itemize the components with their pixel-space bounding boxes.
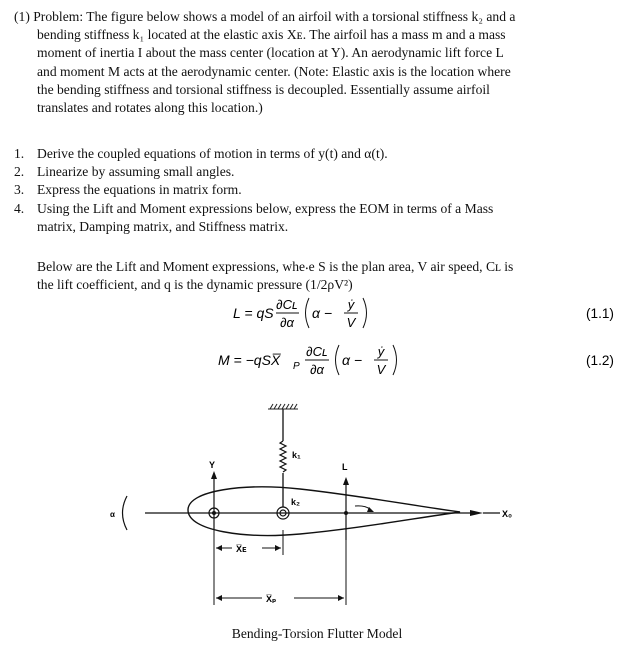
problem-line: bending stiffness k₁ located at the elastic axis Xᴇ. The airfoil has a mass m and a mass <box>37 27 506 43</box>
problem-line: moment of inertia I about the mass center (location at Y). An aerodynamic lift force L <box>37 45 504 61</box>
task-text: Linearize by assuming small angles. <box>37 164 235 180</box>
xp-label: X̅ₚ <box>266 594 277 604</box>
y-label: Y <box>209 460 216 470</box>
task-item <box>14 200 622 236</box>
moment-frac-den: ∂α <box>310 362 324 377</box>
moment-eq-number: (1.2) <box>586 353 614 368</box>
k1-label: k₁ <box>292 450 301 460</box>
problem-line: (1) Problem: The figure below shows a model of an airfoil with a torsional stiffness k₂ and a <box>14 9 516 24</box>
ground-support <box>268 404 298 409</box>
moment-paren-num: ẏ <box>377 344 385 359</box>
task-list <box>14 145 622 236</box>
k2-label: k₂ <box>291 497 301 507</box>
bending-spring-k1 <box>280 441 286 472</box>
task-text: Express the equations in matrix form. <box>37 182 242 198</box>
alpha-arc <box>123 496 128 530</box>
task-text: Using the Lift and Moment expressions below, express the EOM in terms of a Mass <box>37 200 494 216</box>
problem-statement <box>14 8 622 117</box>
task-number: 4. <box>14 200 25 216</box>
task-number: 1. <box>14 146 25 161</box>
xp-arrowhead-left <box>216 595 222 601</box>
task-item <box>14 181 622 199</box>
intro-line: the lift coefficient, and q is the dynamic pressure (1/2ρV²) <box>37 277 353 293</box>
moment-lhs: M = −qSX̅ <box>218 352 281 368</box>
mass-center-dot <box>212 511 216 515</box>
lift-paren-num: ẏ <box>347 297 355 312</box>
moment-paren-alpha: α − <box>342 352 363 368</box>
moment-paren-left <box>336 345 340 375</box>
lift-paren-den: V <box>346 315 356 330</box>
lift-lhs: L = qS <box>233 305 274 321</box>
moment-paren-right <box>393 345 397 375</box>
moment-subscript: P <box>293 361 300 372</box>
lift-paren-left <box>306 298 310 328</box>
moment-frac-num: ∂Cʟ <box>306 344 328 359</box>
x-axis-arrowhead <box>470 510 483 516</box>
problem-line: the bending stiffness and torsional stiffness is decoupled. Essentially assume airfoil <box>37 81 490 97</box>
lift-frac-den: ∂α <box>280 315 294 330</box>
lift-label: L <box>342 462 348 472</box>
task-item <box>14 163 622 181</box>
figure-caption: Bending-Torsion Flutter Model <box>231 626 403 641</box>
lift-frac-num: ∂Cʟ <box>276 297 298 312</box>
aero-center-dot <box>344 511 348 515</box>
xe-arrowhead-left <box>216 545 222 551</box>
lift-paren-right <box>363 298 367 328</box>
x-axis-label: X₀ <box>502 509 513 519</box>
problem-line: and moment M acts at the aerodynamic center. (Note: Elastic axis is the location where <box>37 63 511 79</box>
equations-intro <box>37 258 627 294</box>
moment-paren-den: V <box>376 362 386 377</box>
intro-line: Below are the Lift and Moment expressions, whe⸳e S is the plan area, V air speed, Cʟ is <box>37 259 514 274</box>
lift-arrowhead <box>343 477 349 485</box>
task-number: 2. <box>14 164 25 180</box>
airfoil-shape <box>188 487 460 536</box>
lift-equation <box>233 297 614 330</box>
task-text: matrix, Damping matrix, and Stiffness matrix. <box>37 218 289 234</box>
xp-arrowhead-right <box>338 595 344 601</box>
equations <box>0 292 634 392</box>
xe-arrowhead-right <box>275 545 281 551</box>
lift-paren-alpha: α − <box>312 305 333 321</box>
y-arrowhead <box>211 471 217 479</box>
task-item <box>14 145 622 163</box>
xe-label: X̅ᴇ <box>236 544 247 554</box>
problem-line: translates and rotates along this location.) <box>37 100 263 116</box>
task-number: 3. <box>14 182 25 198</box>
airfoil-diagram <box>0 395 634 620</box>
moment-equation <box>218 344 614 377</box>
task-text: Derive the coupled equations of motion in terms of y(t) and α(t). <box>37 146 388 161</box>
alpha-label: α <box>110 510 115 519</box>
lift-eq-number: (1.1) <box>586 306 614 321</box>
